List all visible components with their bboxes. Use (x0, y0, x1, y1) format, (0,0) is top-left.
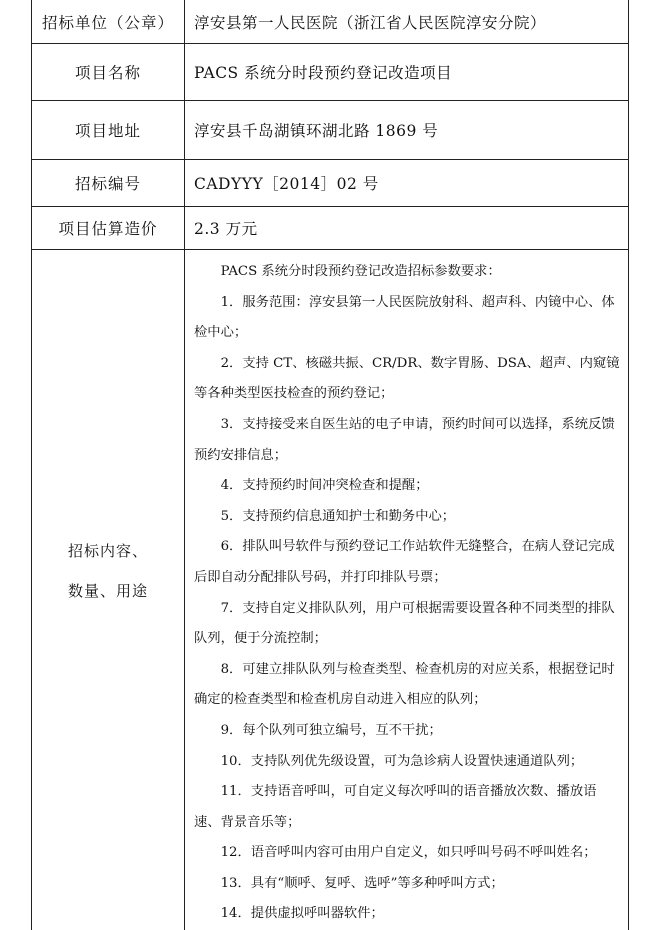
requirement-item: 3．支持接受来自医生站的电子申请，预约时间可以选择，系统反馈预约安排信息； (194, 410, 620, 471)
requirement-item: 12．语音呼叫内容可由用户自定义，如只呼叫号码不呼叫姓名； (194, 838, 620, 869)
row-bidder (32, 0, 629, 44)
requirement-item: 14．提供虚拟呼叫器软件； (194, 899, 620, 930)
requirement-item: 11．支持语音呼叫，可自定义每次呼叫的语音播放次数、播放语速、背景音乐等； (194, 777, 620, 838)
requirement-item: 4．支持预约时间冲突检查和提醒； (194, 471, 620, 502)
bidder-value: 淳安县第一人民医院（浙江省人民医院淳安分院） (185, 0, 629, 44)
requirement-item: 5．支持预约信息通知护士和勤务中心； (194, 502, 620, 533)
requirement-item: 10．支持队列优先级设置，可为急诊病人设置快速通道队列； (194, 747, 620, 778)
bid-number-label: 招标编号 (32, 160, 185, 207)
content-heading: PACS 系统分时段预约登记改造招标参数要求： (194, 257, 620, 288)
requirement-item: 2．支持 CT、核磁共振、CR/DR、数字胃肠、DSA、超声、内窥镜等各种类型医技检查的预约登记； (194, 349, 620, 410)
estimated-cost-label: 项目估算造价 (32, 207, 185, 250)
project-name-value: PACS 系统分时段预约登记改造项目 (185, 44, 629, 101)
project-name-label: 项目名称 (32, 44, 185, 101)
requirement-item: 6．排队叫号软件与预约登记工作站软件无缝整合，在病人登记完成后即自动分配排队号码，并打印排队号票； (194, 532, 620, 593)
requirement-item: 1．服务范围：淳安县第一人民医院放射科、超声科、内镜中心、体检中心； (194, 288, 620, 349)
requirement-item: 8．可建立排队队列与检查类型、检查机房的对应关系，根据登记时确定的检查类型和检查机房自动进入相应的队列； (194, 655, 620, 716)
bid-content-body (185, 250, 629, 930)
bid-content-label-line1: 招标内容、 (68, 531, 148, 571)
row-bid-number (32, 160, 629, 207)
bid-number-value: CADYYY［2014］02 号 (185, 160, 629, 207)
estimated-cost-value: 2.3 万元 (185, 207, 629, 250)
row-bid-content (32, 250, 629, 930)
row-estimated-cost (32, 207, 629, 250)
requirement-item: 7．支持自定义排队队列，用户可根据需要设置各种不同类型的排队队列，便于分流控制； (194, 594, 620, 655)
project-address-value: 淳安县千岛湖镇环湖北路 1869 号 (185, 101, 629, 160)
bid-content-label-line2: 数量、用途 (68, 571, 148, 611)
bid-info-table (31, 0, 629, 930)
bid-content-label-cell (32, 250, 185, 930)
requirement-item: 13．具有“顺呼、复呼、选呼”等多种呼叫方式； (194, 869, 620, 900)
row-project-name (32, 44, 629, 101)
requirement-item: 9．每个队列可独立编号，互不干扰； (194, 716, 620, 747)
project-address-label: 项目地址 (32, 101, 185, 160)
bidder-label: 招标单位（公章） (32, 0, 185, 44)
row-project-address (32, 101, 629, 160)
